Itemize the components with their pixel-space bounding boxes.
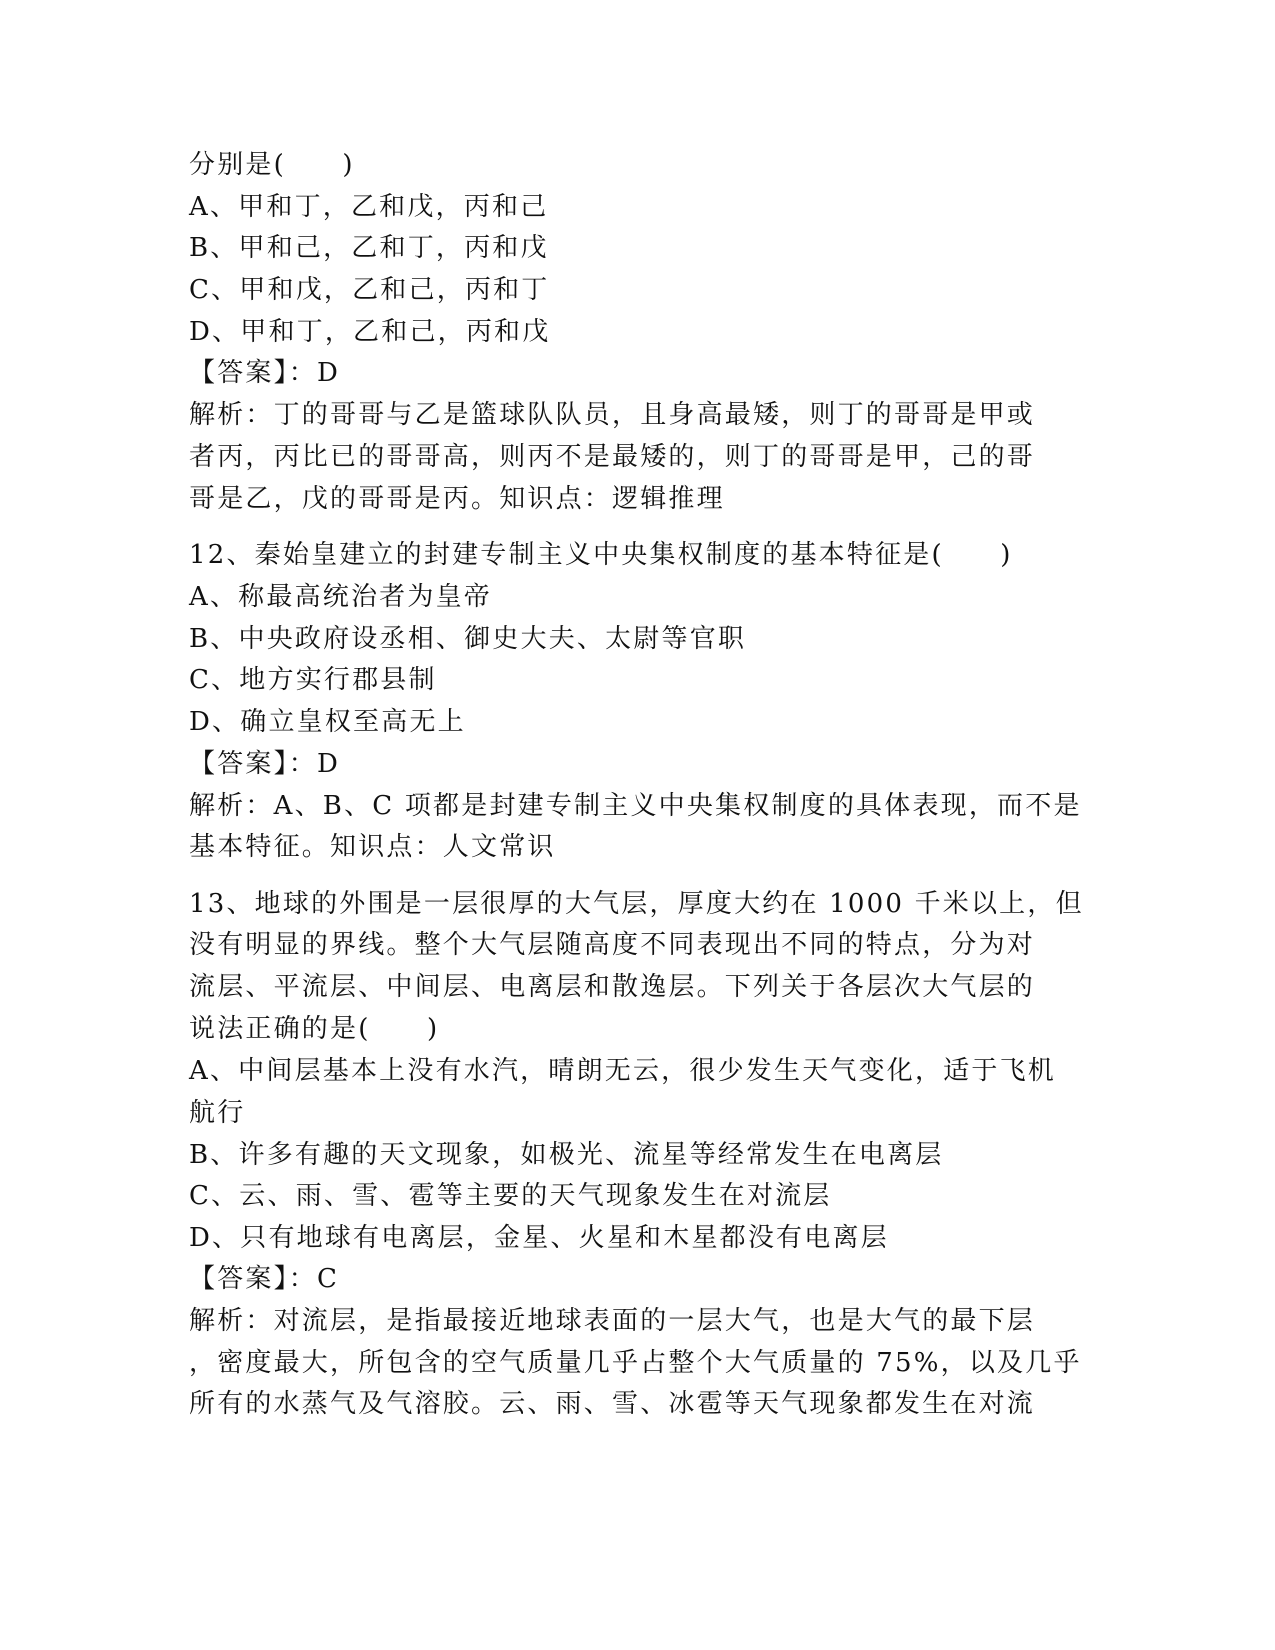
question-12-option-b: B、中央政府设丞相、御史大夫、太尉等官职	[189, 624, 747, 654]
question-11-option-b: B、甲和己，乙和丁，丙和戊	[189, 233, 549, 263]
question-13-stem-line-4: 说法正确的是( )	[189, 1014, 440, 1044]
question-13-option-a-cont: 航行	[189, 1098, 246, 1128]
question-11-stem-tail: 分别是( )	[189, 150, 355, 180]
question-13-option-a: A、中间层基本上没有水汽，晴朗无云，很少发生天气变化，适于飞机	[189, 1056, 1056, 1086]
question-12-stem: 12、秦始皇建立的封建专制主义中央集权制度的基本特征是( )	[189, 540, 1013, 570]
question-13-option-c: C、云、雨、雪、雹等主要的天气现象发生在对流层	[189, 1181, 832, 1211]
question-13-stem-line-2: 没有明显的界线。整个大气层随高度不同表现出不同的特点，分为对	[189, 930, 1036, 960]
question-12-analysis-line-2: 基本特征。知识点：人文常识	[189, 832, 556, 862]
question-13-analysis-line-1: 解析：对流层，是指最接近地球表面的一层大气，也是大气的最下层	[189, 1306, 1036, 1336]
question-13-analysis-line-3: 所有的水蒸气及气溶胶。云、雨、雪、冰雹等天气现象都发生在对流	[189, 1389, 1036, 1419]
question-12-option-d: D、确立皇权至高无上	[189, 707, 466, 737]
question-11-option-a: A、甲和丁，乙和戊，丙和己	[189, 192, 549, 222]
question-11-analysis-line-3: 哥是乙，戊的哥哥是丙。知识点：逻辑推理	[189, 484, 725, 514]
question-12-option-a: A、称最高统治者为皇帝	[189, 582, 492, 612]
question-13-stem-line-3: 流层、平流层、中间层、电离层和散逸层。下列关于各层次大气层的	[189, 972, 1036, 1002]
question-13-stem-line-1: 13、地球的外围是一层很厚的大气层，厚度大约在 1000 千米以上，但	[189, 889, 1084, 919]
question-12-answer: 【答案】：D	[189, 749, 341, 779]
question-13-option-d: D、只有地球有电离层，金星、火星和木星都没有电离层	[189, 1223, 889, 1253]
question-11-option-d: D、甲和丁，乙和己，丙和戊	[189, 317, 551, 347]
question-13-option-b: B、许多有趣的天文现象，如极光、流星等经常发生在电离层	[189, 1140, 944, 1170]
question-12-option-c: C、地方实行郡县制	[189, 665, 437, 695]
question-11-analysis-line-1: 解析：丁的哥哥与乙是篮球队队员，且身高最矮，则丁的哥哥是甲或	[189, 400, 1036, 430]
question-13-analysis-line-2: ，密度最大，所包含的空气质量几乎占整个大气质量的 75%，以及几乎	[189, 1348, 1082, 1378]
question-11-option-c: C、甲和戊，乙和己，丙和丁	[189, 275, 550, 305]
question-11-analysis-line-2: 者丙，丙比已的哥哥高，则丙不是最矮的，则丁的哥哥是甲，己的哥	[189, 442, 1036, 472]
question-11-answer: 【答案】：D	[189, 358, 341, 388]
question-13-answer: 【答案】：C	[189, 1264, 340, 1294]
question-12-analysis-line-1: 解析：A、B、C 项都是封建专制主义中央集权制度的具体表现，而不是	[189, 791, 1082, 821]
